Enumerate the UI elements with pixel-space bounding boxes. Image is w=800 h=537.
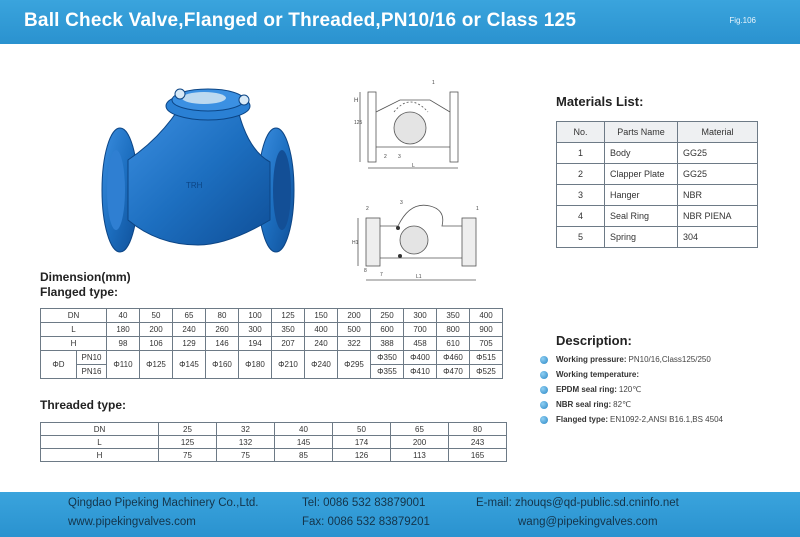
materials-table bbox=[556, 121, 758, 248]
bullet-icon bbox=[540, 416, 548, 424]
table-cell: 174 bbox=[333, 436, 391, 449]
threaded-dimension-table bbox=[40, 422, 507, 462]
bullet-icon bbox=[540, 386, 548, 394]
drawing-label: H bbox=[354, 98, 359, 104]
bullet-icon bbox=[540, 356, 548, 364]
svg-text:TRH: TRH bbox=[186, 181, 203, 190]
table-cell: 300 bbox=[239, 323, 272, 337]
table-cell: Φ180 bbox=[239, 351, 272, 379]
description-label: NBR seal ring: bbox=[556, 400, 612, 409]
table-cell: 129 bbox=[173, 337, 206, 351]
table-cell: 900 bbox=[470, 323, 503, 337]
row-sublabel: PN16 bbox=[77, 365, 107, 379]
table-cell: 700 bbox=[404, 323, 437, 337]
row-label: L bbox=[41, 436, 159, 449]
drawing-label: 8 bbox=[364, 268, 367, 274]
table-cell: 500 bbox=[338, 323, 371, 337]
part-material: NBR PIENA bbox=[678, 206, 758, 227]
description-label: Flanged type: bbox=[556, 415, 609, 424]
part-material: GG25 bbox=[678, 164, 758, 185]
table-cell: 240 bbox=[305, 337, 338, 351]
drawing-label: 125 bbox=[354, 120, 363, 126]
page-title: Ball Check Valve,Flanged or Threaded,PN10/16 or Class 125 bbox=[24, 10, 577, 31]
row-label: L bbox=[41, 323, 107, 337]
column-header: No. bbox=[557, 122, 605, 143]
drawing-label: L bbox=[412, 163, 415, 169]
description-value: PN10/16,Class125/250 bbox=[628, 355, 711, 364]
table-cell: Φ210 bbox=[272, 351, 305, 379]
table-cell: 50 bbox=[333, 423, 391, 436]
part-name: Hanger bbox=[605, 185, 678, 206]
table-cell: 125 bbox=[159, 436, 217, 449]
table-cell: 600 bbox=[371, 323, 404, 337]
table-cell: 100 bbox=[239, 309, 272, 323]
email-link[interactable]: E-mail: zhouqs@qd-public.sd.cninfo.net bbox=[476, 497, 679, 509]
table-cell: Φ125 bbox=[140, 351, 173, 379]
table-cell: Φ460 bbox=[437, 351, 470, 365]
table-cell: 146 bbox=[206, 337, 239, 351]
table-cell: 350 bbox=[272, 323, 305, 337]
table-cell: Φ350 bbox=[371, 351, 404, 365]
table-cell: 350 bbox=[437, 309, 470, 323]
table-row-dn bbox=[41, 423, 507, 436]
table-cell: 132 bbox=[217, 436, 275, 449]
description-list bbox=[540, 352, 723, 427]
description-label: Working temperature: bbox=[556, 370, 639, 379]
table-cell: 200 bbox=[338, 309, 371, 323]
part-name: Clapper Plate bbox=[605, 164, 678, 185]
telephone: Tel: 0086 532 83879001 bbox=[302, 497, 426, 509]
part-number: 3 bbox=[557, 185, 605, 206]
table-cell: 180 bbox=[107, 323, 140, 337]
table-cell: Φ240 bbox=[305, 351, 338, 379]
table-row bbox=[557, 227, 758, 248]
row-label: DN bbox=[41, 309, 107, 323]
drawing-label: 1 bbox=[476, 206, 479, 212]
description-label: Working pressure: bbox=[556, 355, 627, 364]
table-cell: Φ410 bbox=[404, 365, 437, 379]
table-cell: 200 bbox=[140, 323, 173, 337]
table-cell: 705 bbox=[470, 337, 503, 351]
table-cell: 125 bbox=[272, 309, 305, 323]
dimension-title: Dimension(mm) bbox=[40, 270, 131, 284]
drawing-label: L1 bbox=[416, 274, 422, 280]
table-cell: 75 bbox=[217, 449, 275, 462]
part-material: NBR bbox=[678, 185, 758, 206]
table-row-h bbox=[41, 337, 503, 351]
description-label: EPDM seal ring: bbox=[556, 385, 617, 394]
table-cell: 240 bbox=[173, 323, 206, 337]
table-cell: Φ355 bbox=[371, 365, 404, 379]
part-name: Spring bbox=[605, 227, 678, 248]
table-row-l bbox=[41, 436, 507, 449]
drawing-label: 1 bbox=[432, 80, 435, 86]
table-row bbox=[557, 143, 758, 164]
table-cell: 194 bbox=[239, 337, 272, 351]
table-cell: Φ515 bbox=[470, 351, 503, 365]
table-row-d-pn10 bbox=[41, 351, 503, 365]
table-cell: 40 bbox=[107, 309, 140, 323]
table-row bbox=[557, 164, 758, 185]
table-cell: 400 bbox=[305, 323, 338, 337]
description-value: 82℃ bbox=[613, 400, 632, 409]
part-material: 304 bbox=[678, 227, 758, 248]
part-number: 1 bbox=[557, 143, 605, 164]
table-cell: Φ525 bbox=[470, 365, 503, 379]
valve-photo bbox=[98, 70, 298, 270]
description-item bbox=[540, 397, 723, 412]
fax: Fax: 0086 532 83879201 bbox=[302, 516, 430, 528]
table-cell: 85 bbox=[275, 449, 333, 462]
table-cell: 32 bbox=[217, 423, 275, 436]
part-name: Body bbox=[605, 143, 678, 164]
flanged-dimension-table bbox=[40, 308, 503, 379]
table-cell: 80 bbox=[449, 423, 507, 436]
table-cell: 65 bbox=[391, 423, 449, 436]
table-header-row bbox=[557, 122, 758, 143]
part-number: 4 bbox=[557, 206, 605, 227]
row-label: H bbox=[41, 337, 107, 351]
table-cell: 243 bbox=[449, 436, 507, 449]
materials-title: Materials List: bbox=[556, 94, 644, 109]
description-item bbox=[540, 352, 723, 367]
table-cell: 50 bbox=[140, 309, 173, 323]
part-number: 2 bbox=[557, 164, 605, 185]
column-header: Parts Name bbox=[605, 122, 678, 143]
threaded-type-title: Threaded type: bbox=[40, 398, 127, 412]
description-value: 120℃ bbox=[618, 385, 642, 394]
table-cell: 207 bbox=[272, 337, 305, 351]
table-cell: Φ400 bbox=[404, 351, 437, 365]
row-sublabel: PN10 bbox=[77, 351, 107, 365]
description-title: Description: bbox=[556, 333, 632, 348]
table-cell: 113 bbox=[391, 449, 449, 462]
company-name: Qingdao Pipeking Machinery Co.,Ltd. bbox=[68, 497, 259, 509]
table-cell: Φ295 bbox=[338, 351, 371, 379]
table-cell: 260 bbox=[206, 323, 239, 337]
table-cell: Φ160 bbox=[206, 351, 239, 379]
table-cell: 200 bbox=[391, 436, 449, 449]
flanged-type-title: Flanged type: bbox=[40, 285, 119, 299]
table-cell: 250 bbox=[371, 309, 404, 323]
description-item bbox=[540, 382, 723, 397]
email-link-secondary[interactable]: wang@pipekingvalves.com bbox=[518, 516, 658, 528]
table-cell: 400 bbox=[470, 309, 503, 323]
description-item bbox=[540, 412, 723, 427]
drawing-label: 2 bbox=[366, 206, 369, 212]
bullet-icon bbox=[540, 371, 548, 379]
description-item bbox=[540, 367, 723, 382]
table-cell: 80 bbox=[206, 309, 239, 323]
table-cell: 25 bbox=[159, 423, 217, 436]
drawing-label: H1 bbox=[352, 240, 359, 246]
column-header: Material bbox=[678, 122, 758, 143]
table-row-l bbox=[41, 323, 503, 337]
part-number: 5 bbox=[557, 227, 605, 248]
table-cell: 126 bbox=[333, 449, 391, 462]
table-cell: 75 bbox=[159, 449, 217, 462]
table-cell: 322 bbox=[338, 337, 371, 351]
table-cell: Φ110 bbox=[107, 351, 140, 379]
row-label: DN bbox=[41, 423, 159, 436]
part-material: GG25 bbox=[678, 143, 758, 164]
footer-bar bbox=[0, 492, 800, 537]
figure-number: Fig.106 bbox=[729, 16, 756, 25]
table-cell: 65 bbox=[173, 309, 206, 323]
row-label: ΦD bbox=[41, 351, 77, 379]
table-cell: 165 bbox=[449, 449, 507, 462]
table-cell: 388 bbox=[371, 337, 404, 351]
section-drawing-flanged bbox=[350, 72, 480, 172]
table-cell: 800 bbox=[437, 323, 470, 337]
row-label: H bbox=[41, 449, 159, 462]
table-cell: 610 bbox=[437, 337, 470, 351]
bullet-icon bbox=[540, 401, 548, 409]
table-row-dn bbox=[41, 309, 503, 323]
drawing-label: 2 bbox=[384, 154, 387, 160]
drawing-label: 3 bbox=[398, 154, 401, 160]
section-drawing-threaded bbox=[350, 196, 490, 286]
drawing-label: 7 bbox=[380, 272, 383, 278]
table-cell: 40 bbox=[275, 423, 333, 436]
table-row bbox=[557, 206, 758, 227]
drawing-label: 3 bbox=[400, 200, 403, 206]
table-cell: 300 bbox=[404, 309, 437, 323]
table-cell: 150 bbox=[305, 309, 338, 323]
description-value: EN1092-2,ANSI B16.1,BS 4504 bbox=[610, 415, 723, 424]
table-row-h bbox=[41, 449, 507, 462]
table-cell: 98 bbox=[107, 337, 140, 351]
table-cell: Φ470 bbox=[437, 365, 470, 379]
part-name: Seal Ring bbox=[605, 206, 678, 227]
table-cell: 458 bbox=[404, 337, 437, 351]
website-link[interactable]: www.pipekingvalves.com bbox=[68, 516, 196, 528]
header-bar bbox=[0, 0, 800, 44]
table-cell: 106 bbox=[140, 337, 173, 351]
table-cell: Φ145 bbox=[173, 351, 206, 379]
table-cell: 145 bbox=[275, 436, 333, 449]
table-row bbox=[557, 185, 758, 206]
